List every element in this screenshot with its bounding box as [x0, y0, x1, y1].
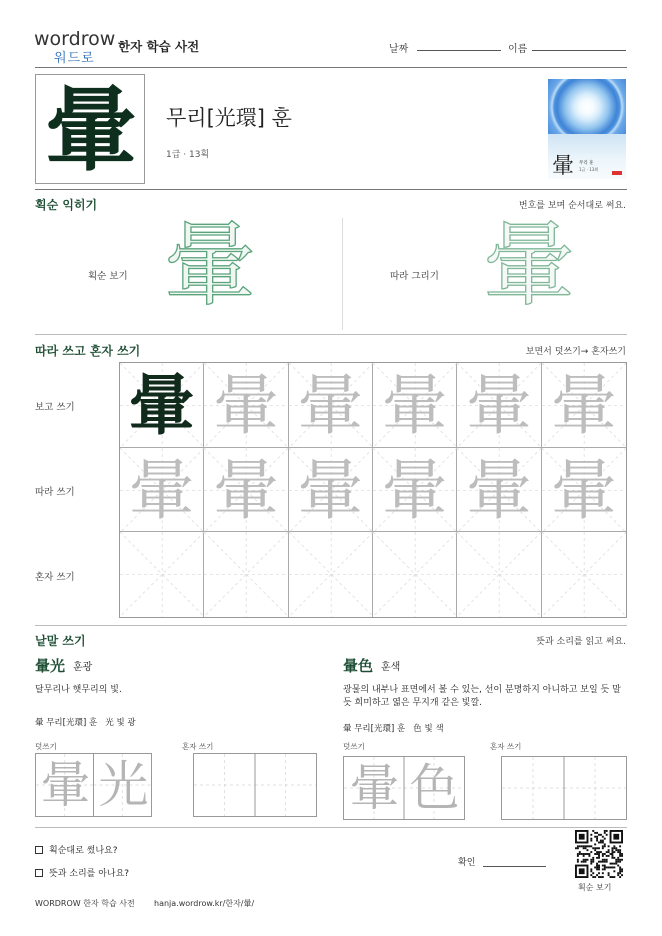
alone-label-1: 혼자 쓰기	[182, 742, 214, 751]
vocab-trace-box-1[interactable]	[35, 753, 152, 817]
date-label: 날짜	[389, 44, 409, 55]
trace-character: 暈	[465, 451, 532, 529]
checkbox[interactable]	[35, 846, 43, 854]
stroke-divider	[342, 218, 343, 330]
practice-cell[interactable]	[542, 448, 626, 533]
stroke-section-note: 번호를 보며 순서대로 써요.	[518, 201, 626, 211]
check-label: 획순대로 썼나요?	[49, 846, 118, 856]
halo-photo	[548, 79, 626, 179]
divider	[35, 625, 627, 626]
trace-character: 暈	[465, 367, 532, 444]
trace-char: 暈	[40, 756, 91, 814]
vocab-meaning-2: 광물의 내부나 표면에서 볼 수 있는, 선이 분명하지 아니하고 보일 듯 말 듯 희미하고 엷은 무지개 같은 빛깔.	[343, 685, 621, 708]
practice-cell[interactable]	[457, 363, 541, 448]
practice-grid[interactable]	[119, 362, 627, 618]
footer-url[interactable]: hanja.wordrow.kr/한자/暈/	[154, 899, 255, 908]
stroke-view-label: 획순 보기	[88, 271, 128, 282]
practice-cell[interactable]	[457, 532, 541, 617]
practice-cell[interactable]	[373, 448, 457, 533]
trace-char: 暈	[349, 759, 400, 817]
practice-cell[interactable]	[289, 448, 373, 533]
practice-cell[interactable]	[542, 532, 626, 617]
brand-title: 한자 학습 사전	[118, 39, 200, 54]
logo-korean: 워드로	[54, 51, 95, 66]
header-divider	[35, 67, 627, 68]
vocab-chars-1: 暈 무리[光環] 훈 光 빛 광	[35, 718, 136, 728]
trace-character: 暈	[297, 367, 364, 444]
main-character: 暈	[44, 76, 137, 184]
qr-code-icon[interactable]	[575, 830, 623, 878]
vocab-word-1: 暈光	[35, 657, 66, 675]
stroke-order-character: 暈	[164, 212, 257, 319]
vocab-alone-box-2[interactable]	[501, 756, 627, 820]
trace-label-1: 덧쓰기	[35, 742, 57, 751]
name-field[interactable]	[532, 50, 626, 51]
trace-character: 暈	[381, 367, 448, 444]
wordrow-logo	[34, 28, 116, 66]
name-label: 이름	[508, 44, 528, 55]
date-field[interactable]	[417, 50, 501, 51]
qr-label: 획순 보기	[578, 883, 612, 892]
checkbox[interactable]	[35, 869, 43, 877]
stroke-section-title: 획순 익히기	[35, 198, 98, 212]
vocab-reading-1: 훈광	[73, 662, 93, 673]
trace-label-2: 덧쓰기	[343, 742, 365, 751]
practice-cell[interactable]	[204, 448, 288, 533]
trace-char: 光	[98, 756, 149, 814]
model-character: 暈	[128, 366, 195, 444]
practice-cell[interactable]	[289, 532, 373, 617]
vocab-word-2: 暈色	[343, 657, 374, 675]
row-label-trace: 따라 쓰기	[35, 487, 75, 498]
photo-caption: 무리 훈	[579, 161, 594, 166]
practice-cell[interactable]	[204, 532, 288, 617]
stroke-trace-character: 暈	[483, 212, 576, 319]
photo-subcaption: 1급 · 13획	[579, 167, 599, 172]
practice-section-title: 따라 쓰고 혼자 쓰기	[35, 344, 141, 358]
check-meaning[interactable]	[35, 866, 129, 879]
trace-character: 暈	[128, 451, 195, 529]
confirm-label: 확인	[458, 858, 476, 868]
practice-cell[interactable]	[120, 363, 204, 448]
practice-cell[interactable]	[289, 363, 373, 448]
practice-cell[interactable]	[120, 448, 204, 533]
trace-character: 暈	[381, 451, 448, 529]
page-title: 무리[光環] 훈	[166, 106, 292, 130]
vocab-chars-2: 暈 무리[光環] 훈 色 빛 색	[343, 724, 444, 734]
practice-cell[interactable]	[457, 448, 541, 533]
divider	[35, 827, 627, 828]
trace-character: 暈	[212, 367, 279, 444]
trace-character: 暈	[212, 451, 279, 529]
trace-character: 暈	[297, 451, 364, 529]
vocab-section-note: 뜻과 소리를 읽고 써요.	[536, 637, 626, 647]
stroke-trace-label: 따라 그리기	[390, 271, 439, 282]
photo-badge	[612, 171, 622, 175]
practice-section-note: 보면서 덧쓰기→ 혼자쓰기	[525, 347, 626, 357]
check-stroke-order[interactable]	[35, 843, 118, 856]
row-label-alone: 혼자 쓰기	[35, 572, 75, 583]
practice-cell[interactable]	[204, 363, 288, 448]
main-character-box	[35, 74, 145, 184]
divider	[35, 334, 627, 335]
row-label-view: 보고 쓰기	[35, 402, 75, 413]
vocab-meaning-1: 달무리나 햇무리의 빛.	[35, 685, 122, 695]
vocab-alone-box-1[interactable]	[193, 753, 317, 817]
practice-cell[interactable]	[542, 363, 626, 448]
practice-cell[interactable]	[373, 532, 457, 617]
divider	[35, 189, 627, 190]
trace-character: 暈	[550, 367, 617, 444]
alone-label-2: 혼자 쓰기	[490, 742, 522, 751]
vocab-reading-2: 훈색	[381, 662, 401, 673]
practice-cell[interactable]	[373, 363, 457, 448]
confirm-field[interactable]	[483, 866, 546, 867]
vocab-trace-box-2[interactable]	[343, 756, 465, 820]
photo-character: 暈	[552, 154, 575, 179]
practice-cell[interactable]	[120, 532, 204, 617]
logo-wordmark: wordrow	[34, 28, 116, 50]
check-label: 뜻과 소리를 아나요?	[49, 869, 130, 879]
footer-brand: WORDROW 한자 학습 사전	[35, 899, 135, 908]
grade-strokes: 1급 · 13획	[166, 150, 210, 160]
trace-character: 暈	[550, 451, 617, 529]
trace-char: 色	[409, 759, 460, 817]
vocab-section-title: 낱말 쓰기	[35, 634, 86, 648]
